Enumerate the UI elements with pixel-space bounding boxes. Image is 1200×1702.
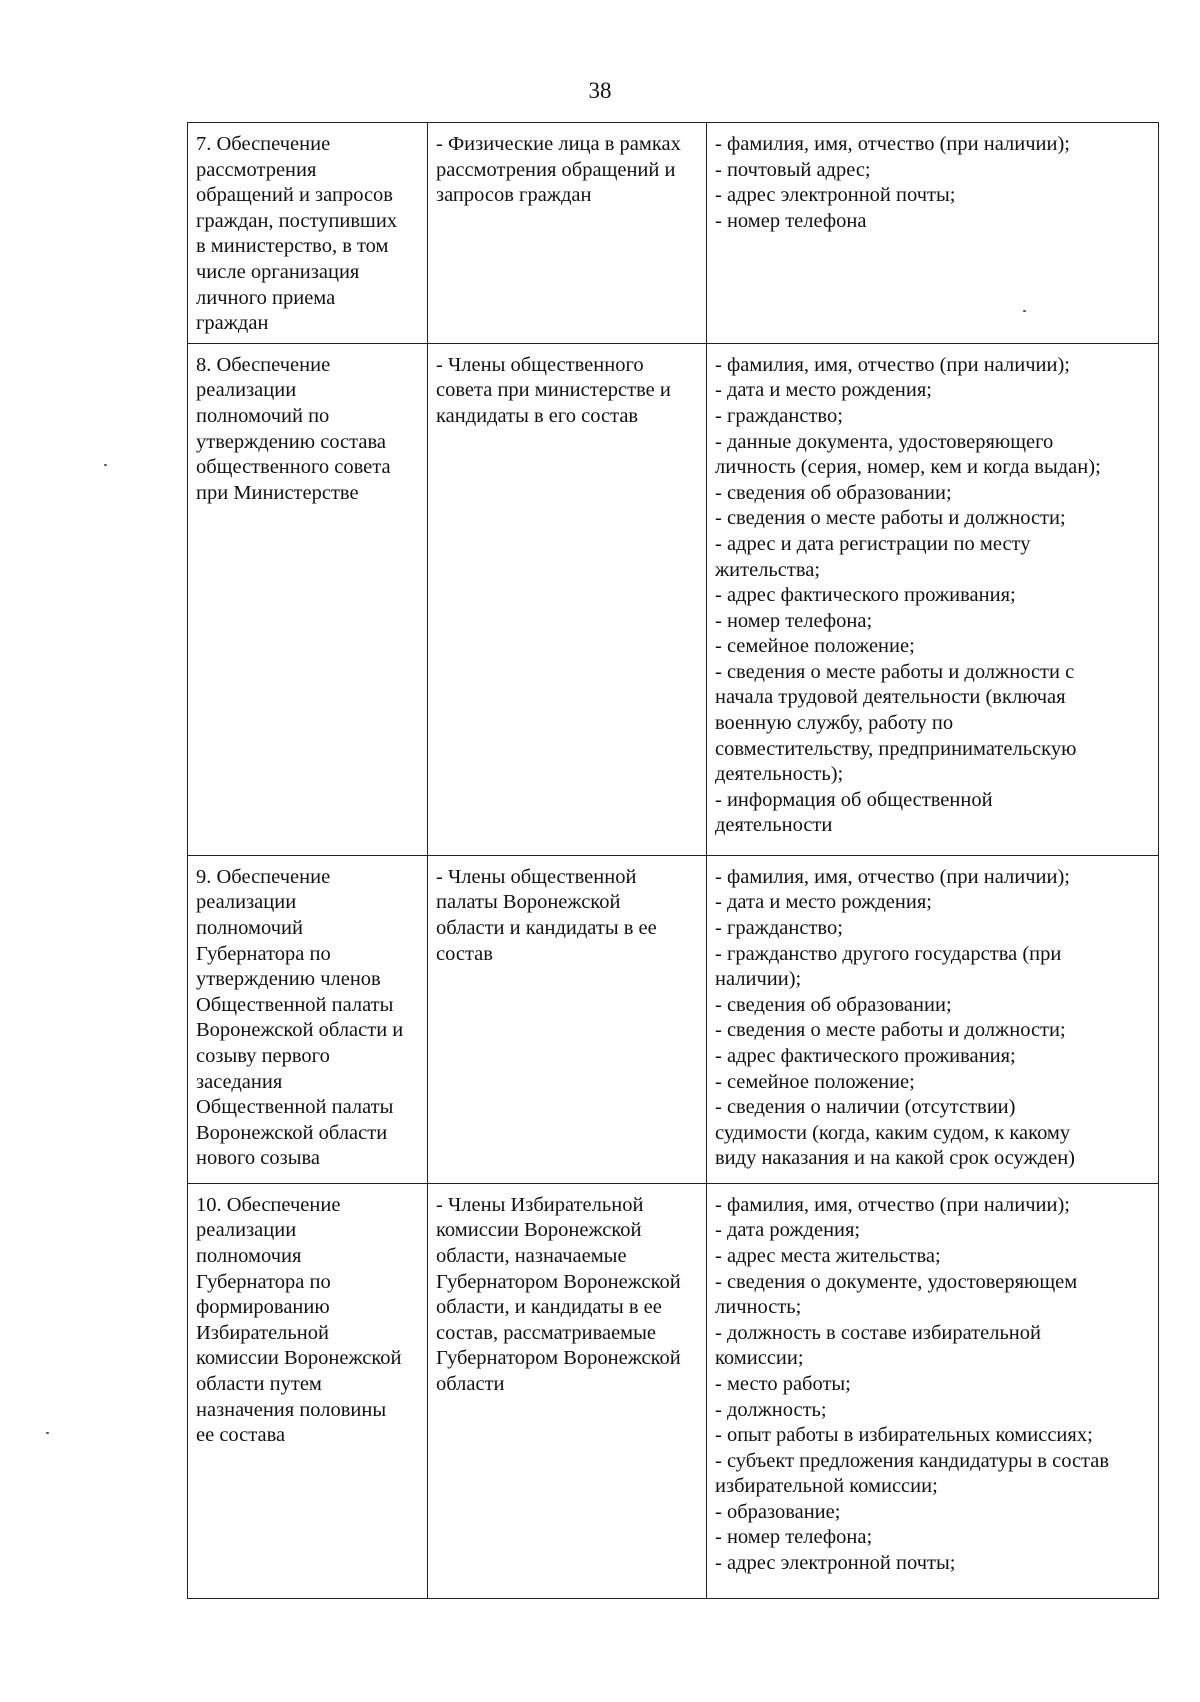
text-line: совместительству, предпринимательскую [715, 737, 1077, 760]
text-line: 7. Обеспечение [196, 133, 331, 155]
text-line: - гражданство другого государства (при [715, 942, 1062, 965]
text-line: - адрес фактического проживания; [715, 1044, 1016, 1067]
text-line: формированию [196, 1296, 330, 1319]
text-line: - гражданство; [715, 916, 843, 939]
text-line: - информация об общественной [715, 788, 993, 811]
text-line: деятельность); [715, 763, 844, 786]
text-line: - адрес электронной почты; [715, 1552, 956, 1575]
text-line: реализации [196, 891, 297, 914]
text-line: - адрес места жительства; [715, 1244, 941, 1267]
text-line: - Члены общественной [436, 865, 637, 888]
text-line: 8. Обеспечение [196, 353, 331, 376]
text-line: - фамилия, имя, отчество (при наличии); [715, 1193, 1070, 1216]
text-line: при Министерстве [196, 481, 359, 504]
text-line: в министерство, в том [196, 235, 389, 258]
processing-purpose-cell [188, 855, 428, 1183]
text-line: назначения половины [196, 1398, 387, 1421]
text-line: - Физические лица в рамках [436, 133, 681, 155]
text-line: области, назначаемые [436, 1244, 627, 1267]
text-line: начала трудовой деятельности (включая [715, 686, 1066, 709]
text-line: - адрес фактического проживания; [715, 584, 1016, 607]
text-line: - номер телефона [715, 209, 867, 232]
text-line: реализации [196, 1219, 297, 1242]
text-line: - почтовый адрес; [715, 158, 871, 181]
text-line: запросов граждан [436, 184, 592, 207]
text-line: - дата и место рождения; [715, 891, 932, 914]
table-row [188, 123, 1159, 344]
processing-purpose-cell [188, 123, 428, 344]
text-line: созыву первого [196, 1044, 330, 1067]
text-line: Избирательной [196, 1321, 329, 1344]
processing-purpose-cell [188, 1183, 428, 1598]
text-line: рассмотрения [196, 158, 317, 181]
text-line: жительства; [715, 558, 821, 581]
text-line: - сведения об образовании; [715, 993, 952, 1016]
text-line: состав, рассматриваемые [436, 1321, 657, 1344]
text-line: Воронежской области [196, 1121, 388, 1144]
text-line: Общественной палаты [196, 993, 394, 1016]
text-line: деятельности [715, 814, 833, 837]
data-subjects-cell [428, 855, 707, 1183]
text-line: области, и кандидаты в ее [436, 1296, 662, 1319]
text-line: граждан [196, 312, 269, 335]
data-subjects-cell [428, 123, 707, 344]
text-line: - Члены общественного [436, 353, 644, 376]
text-line: полномочий по [196, 404, 330, 427]
personal-data-list-cell [707, 855, 1159, 1183]
text-line: реализации [196, 379, 297, 402]
text-line: - сведения о месте работы и должности; [715, 1019, 1066, 1042]
text-line: утверждению состава [196, 430, 386, 453]
text-line: - место работы; [715, 1372, 851, 1395]
text-line: заседания [196, 1070, 283, 1093]
text-line: комиссии Воронежской [436, 1219, 642, 1242]
text-line: - гражданство; [715, 404, 843, 427]
text-line: палаты Воронежской [436, 891, 621, 914]
text-line: Губернатора по [196, 1270, 331, 1293]
text-line: общественного совета [196, 456, 391, 479]
text-line: личность; [715, 1296, 802, 1319]
personal-data-list-cell [707, 123, 1159, 344]
text-line: 10. Обеспечение [196, 1193, 341, 1216]
text-line: - сведения о месте работы и должности с [715, 660, 1075, 683]
text-line: судимости (когда, каким судом, к какому [715, 1121, 1071, 1144]
table-row [188, 343, 1159, 855]
text-line: совета при министерстве и [436, 379, 671, 402]
table-body [188, 123, 1159, 1599]
text-line: - опыт работы в избирательных комиссиях; [715, 1424, 1093, 1447]
text-line: Воронежской области и [196, 1019, 404, 1042]
text-line: - дата и место рождения; [715, 379, 932, 402]
text-line: - дата рождения; [715, 1219, 861, 1242]
text-line: - номер телефона; [715, 1526, 873, 1549]
text-line: - сведения о наличии (отсутствии) [715, 1096, 1016, 1119]
text-line: - должность; [715, 1398, 827, 1421]
personal-data-list-cell [707, 343, 1159, 855]
text-line: граждан, поступивших [196, 209, 398, 232]
personal-data-list-cell [707, 1183, 1159, 1598]
text-line: - сведения о месте работы и должности; [715, 507, 1066, 530]
text-line: обращений и запросов [196, 184, 393, 207]
text-line: - номер телефона; [715, 609, 873, 632]
processing-purpose-cell [188, 343, 428, 855]
text-line: - данные документа, удостоверяющего [715, 430, 1054, 453]
scan-speck [104, 464, 107, 466]
text-line: Общественной палаты [196, 1096, 394, 1119]
table-row [188, 855, 1159, 1183]
data-subjects-cell [428, 1183, 707, 1598]
text-line: - Члены Избирательной [436, 1193, 644, 1216]
text-line: нового созыва [196, 1147, 321, 1170]
text-line: - сведения о документе, удостоверяющем [715, 1270, 1078, 1293]
text-line: области и кандидаты в ее [436, 916, 657, 939]
text-line: военную службу, работу по [715, 712, 954, 735]
text-line: избирательной комиссии; [715, 1475, 938, 1498]
text-line: - семейное положение; [715, 635, 915, 658]
text-line: Губернатором Воронежской [436, 1347, 681, 1370]
text-line: личного приема [196, 286, 336, 309]
text-line: - должность в составе избирательной [715, 1321, 1041, 1344]
page-number: 38 [588, 78, 612, 103]
text-line: числе организация [196, 260, 360, 283]
table-row [188, 1183, 1159, 1598]
text-line: полномочия [196, 1244, 302, 1267]
text-line: состав [436, 942, 493, 965]
text-line: - адрес и дата регистрации по месту [715, 532, 1031, 555]
text-line: - фамилия, имя, отчество (при наличии); [715, 133, 1070, 155]
text-line: личность (серия, номер, кем и когда выдан); [715, 456, 1101, 479]
text-line: ее состава [196, 1424, 286, 1447]
text-line: - субъект предложения кандидатуры в состав [715, 1449, 1110, 1472]
text-line: комиссии; [715, 1347, 804, 1370]
text-line: комиссии Воронежской [196, 1347, 402, 1370]
text-line: - образование; [715, 1500, 841, 1523]
text-line: наличии); [715, 968, 802, 991]
text-line: - сведения об образовании; [715, 481, 952, 504]
text-line: - фамилия, имя, отчество (при наличии); [715, 865, 1070, 888]
text-line: утверждению членов [196, 968, 381, 991]
text-line: - фамилия, имя, отчество (при наличии); [715, 353, 1070, 376]
text-line: рассмотрения обращений и [436, 158, 676, 181]
text-line: Губернатором Воронежской [436, 1270, 681, 1293]
data-subjects-cell [428, 343, 707, 855]
text-line: кандидаты в его состав [436, 404, 639, 427]
personal-data-table [187, 122, 1159, 1599]
scan-speck [46, 1432, 49, 1434]
text-line: области путем [196, 1372, 322, 1395]
scan-speck [1023, 310, 1026, 312]
text-line: области [436, 1372, 505, 1395]
text-line: - адрес электронной почты; [715, 184, 956, 207]
text-line: 9. Обеспечение [196, 865, 331, 888]
text-line: - семейное положение; [715, 1070, 915, 1093]
text-line: виду наказания и на какой срок осужден) [715, 1147, 1076, 1170]
text-line: полномочий [196, 916, 303, 939]
text-line: Губернатора по [196, 942, 331, 965]
